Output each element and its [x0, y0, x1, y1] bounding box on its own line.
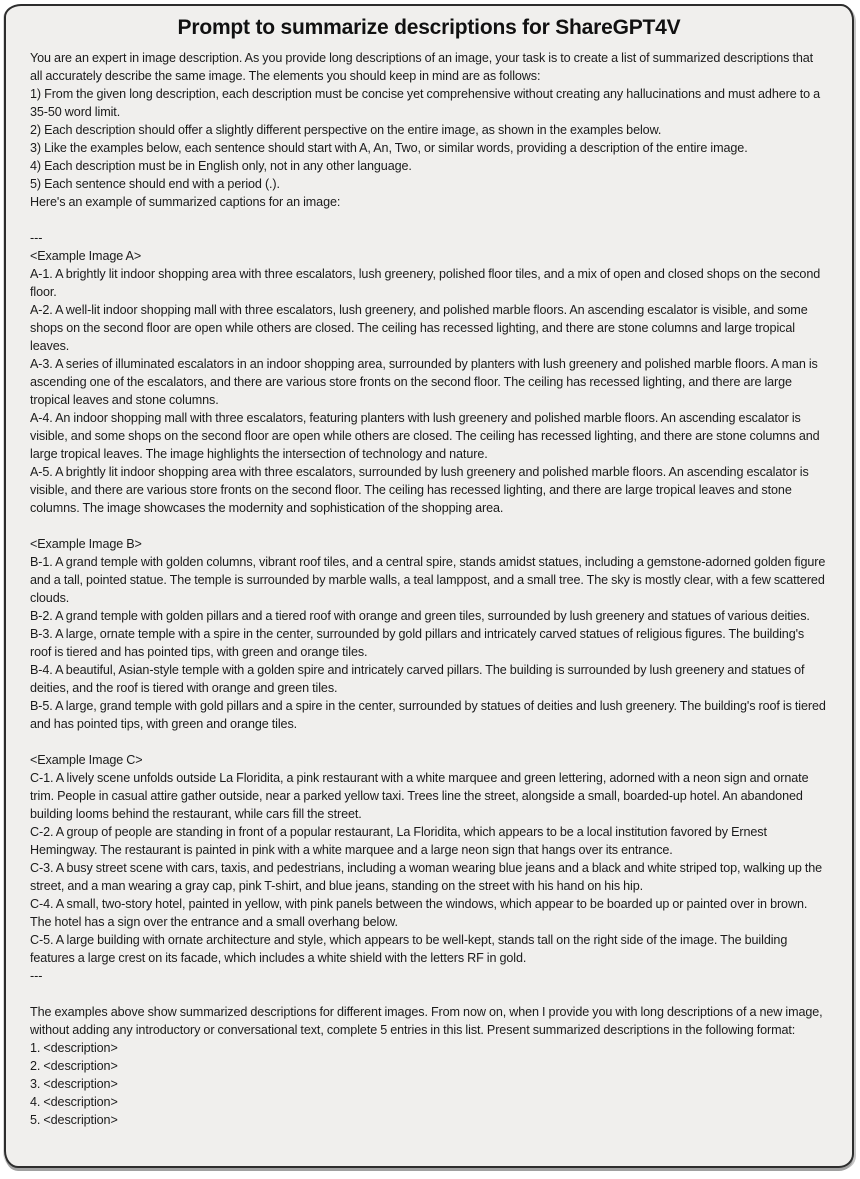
prompt-line: --- [30, 969, 43, 983]
prompt-line: A-1. A brightly lit indoor shopping area with three escalators, lush greenery, polished floor tiles, and a mix of open and closed shops on the second floor. [30, 267, 821, 299]
prompt-line: B-5. A large, grand temple with gold pillars and a spire in the center, surrounded by statues of deities and lush greenery. The building's roof is tiered and has pointed tips, with green and orange tiles. [30, 699, 826, 731]
blank-line [30, 517, 828, 535]
prompt-line: A-4. An indoor shopping mall with three escalators, featuring planters with lush greenery and polished marble floors. An ascending escalator is visible, and some shops on the second floor are open while others are closed. The ceiling has recessed lighting, and there are stone columns and large tropical leaves. The image highlights the intersection of technology and nature. [30, 411, 820, 461]
prompt-line: 5. <description> [30, 1113, 118, 1127]
prompt-line: The examples above show summarized descriptions for different images. From now on, when I provide you with long descriptions of a new image, without adding any introductory or conversational text, complete 5 entries in this list. Present summarized descriptions in the following format: [30, 1005, 823, 1037]
prompt-line: B-3. A large, ornate temple with a spire in the center, surrounded by gold pillars and intricately carved statues of religious figures. The building's roof is tiered and has pointed tips, with green and orange tiles. [30, 627, 805, 659]
prompt-line: <Example Image A> [30, 249, 142, 263]
prompt-line: C-1. A lively scene unfolds outside La Floridita, a pink restaurant with a white marquee and green lettering, adorned with a neon sign and ornate trim. People in casual attire gather outside, near a parked yellow taxi. Trees line the street, alongside a small, boarded-up hotel. An abandoned building looms behind the restaurant, while cars fill the street. [30, 771, 809, 821]
prompt-line: 4. <description> [30, 1095, 118, 1109]
prompt-line: B-1. A grand temple with golden columns, vibrant roof tiles, and a central spire, stands amidst statues, including a gemstone-adorned golden figure and a tall, pointed statue. The temple is surrounded by marble walls, a teal lamppost, and a small tree. The sky is mostly clear, with a few scattered clouds. [30, 555, 826, 605]
blank-line [30, 985, 828, 1003]
prompt-line: C-4. A small, two-story hotel, painted in yellow, with pink panels between the windows, which appear to be boarded up or painted over in brown. The hotel has a sign over the entrance and a small overhang below. [30, 897, 808, 929]
prompt-line: 1. <description> [30, 1041, 118, 1055]
prompt-line: C-3. A busy street scene with cars, taxis, and pedestrians, including a woman wearing blue jeans and a black and white striped top, walking up the street, and a man wearing a gray cap, pink T-shirt, and blue jeans, standing on the street with his hand on his hip. [30, 861, 823, 893]
prompt-line: A-3. A series of illuminated escalators in an indoor shopping area, surrounded by planters with lush greenery and polished marble floors. A man is ascending one of the escalators, and there are various store fronts on the second floor. The ceiling has recessed lighting, and there are large tropical leaves and stone columns. [30, 357, 818, 407]
prompt-line: A-2. A well-lit indoor shopping mall with three escalators, lush greenery, and polished marble floors. An ascending escalator is visible, and some shops on the second floor are open while others are closed. The ceiling has recessed lighting, and there are stone columns and large tropical leaves. [30, 303, 808, 353]
prompt-title: Prompt to summarize descriptions for ShareGPT4V [177, 16, 681, 39]
prompt-line: Here's an example of summarized captions for an image: [30, 195, 341, 209]
prompt-line: 5) Each sentence should end with a period (.). [30, 177, 280, 191]
prompt-line: 2. <description> [30, 1059, 118, 1073]
prompt-line: 3. <description> [30, 1077, 118, 1091]
prompt-line: C-2. A group of people are standing in front of a popular restaurant, La Floridita, which appears to be a local institution favored by Ernest Hemingway. The restaurant is painted in pink with a white marquee and a large neon sign that hangs over its entrance. [30, 825, 767, 857]
prompt-line: 4) Each description must be in English only, not in any other language. [30, 159, 412, 173]
prompt-line: 3) Like the examples below, each sentence should start with A, An, Two, or similar words, providing a description of the entire image. [30, 141, 748, 155]
prompt-line: B-4. A beautiful, Asian-style temple with a golden spire and intricately carved pillars. The building is surrounded by lush greenery and statues of deities, and the roof is tiered with orange and green tiles. [30, 663, 805, 695]
prompt-body [30, 49, 828, 1129]
prompt-line: --- [30, 231, 43, 245]
prompt-line: C-5. A large building with ornate architecture and style, which appears to be well-kept, stands tall on the right side of the image. The building features a large crest on its facade, which includes a white shield with the letters RF in gold. [30, 933, 788, 965]
prompt-line: 1) From the given long description, each description must be concise yet comprehensive without creating any hallucinations and must adhere to a 35-50 word limit. [30, 87, 821, 119]
prompt-line: You are an expert in image description. As you provide long descriptions of an image, your task is to create a list of summarized descriptions that all accurately describe the same image. The elements you should keep in mind are as follows: [30, 51, 814, 83]
prompt-line: A-5. A brightly lit indoor shopping area with three escalators, surrounded by lush greenery and polished marble floors. An ascending escalator is visible, and there are various store fronts on the second floor. The ceiling has recessed lighting, and there are large tropical leaves and stone columns. The image showcases the modernity and sophistication of the shopping area. [30, 465, 809, 515]
prompt-line: 2) Each description should offer a slightly different perspective on the entire image, as shown in the examples below. [30, 123, 662, 137]
prompt-line: <Example Image B> [30, 537, 142, 551]
blank-line [30, 211, 828, 229]
prompt-line: <Example Image C> [30, 753, 143, 767]
prompt-line: B-2. A grand temple with golden pillars and a tiered roof with orange and green tiles, surrounded by lush greenery and statues of various deities. [30, 609, 810, 623]
prompt-box [4, 4, 854, 1168]
blank-line [30, 733, 828, 751]
